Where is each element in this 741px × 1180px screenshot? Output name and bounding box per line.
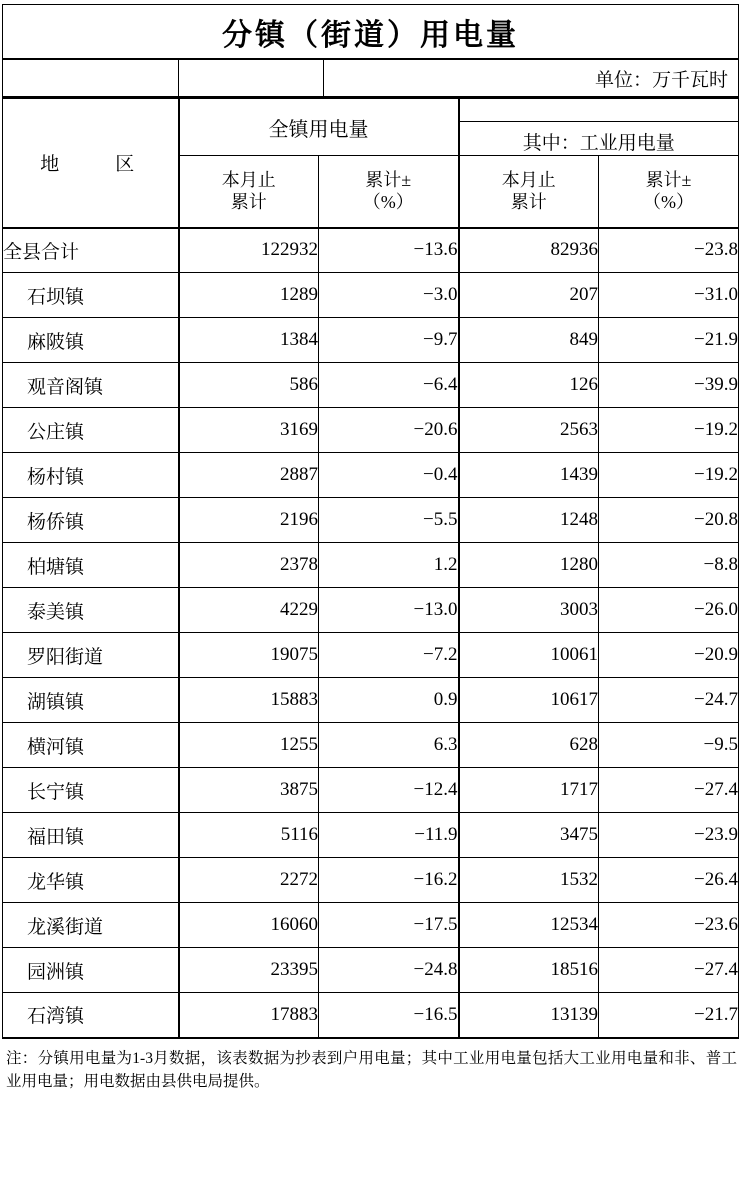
cell-total-cumulative: 3169 — [179, 408, 319, 453]
table-row — [3, 318, 739, 363]
cell-total-change: −9.7 — [319, 318, 459, 363]
table-header — [3, 99, 739, 228]
cell-industry-cumulative: 10617 — [459, 678, 599, 723]
cell-region: 柏塘镇 — [3, 543, 179, 588]
cell-industry-change: −19.2 — [599, 453, 739, 498]
cell-industry-cumulative: 12534 — [459, 903, 599, 948]
cell-industry-change: −20.8 — [599, 498, 739, 543]
cell-industry-change: −27.4 — [599, 948, 739, 993]
unit-label: 单位：万千瓦时 — [594, 69, 728, 91]
cell-industry-change: −9.5 — [599, 723, 739, 768]
table-row — [3, 588, 739, 633]
cell-region: 杨侨镇 — [3, 498, 179, 543]
column-header-total-change — [319, 156, 459, 228]
cell-region: 麻陂镇 — [3, 318, 179, 363]
table-row — [3, 543, 739, 588]
cell-region: 罗阳街道 — [3, 633, 179, 678]
cell-region: 公庄镇 — [3, 408, 179, 453]
table-row — [3, 723, 739, 768]
column-group-industry-label: 其中：工业用电量 — [460, 121, 739, 155]
cell-industry-cumulative: 10061 — [459, 633, 599, 678]
electricity-table — [2, 98, 739, 1039]
cell-industry-cumulative: 18516 — [459, 948, 599, 993]
cell-industry-change: −20.9 — [599, 633, 739, 678]
cell-industry-change: −8.8 — [599, 543, 739, 588]
total-change-line1: 累计± — [365, 169, 412, 190]
column-group-total: 全镇用电量 — [179, 99, 459, 156]
total-cumulative-line2: 累计 — [230, 192, 267, 213]
cell-total-change: −20.6 — [319, 408, 459, 453]
table-row — [3, 903, 739, 948]
cell-total-cumulative: 1255 — [179, 723, 319, 768]
cell-total-change: −17.5 — [319, 903, 459, 948]
cell-total-change: −7.2 — [319, 633, 459, 678]
cell-industry-cumulative: 2563 — [459, 408, 599, 453]
cell-industry-cumulative: 3003 — [459, 588, 599, 633]
cell-total-change: 0.9 — [319, 678, 459, 723]
industry-change-line2: （%） — [643, 192, 694, 213]
table-row — [3, 363, 739, 408]
cell-industry-cumulative: 849 — [459, 318, 599, 363]
cell-industry-cumulative: 1717 — [459, 768, 599, 813]
cell-industry-change: −27.4 — [599, 768, 739, 813]
cell-total-cumulative: 586 — [179, 363, 319, 408]
cell-total-cumulative: 23395 — [179, 948, 319, 993]
cell-industry-cumulative: 126 — [459, 363, 599, 408]
cell-total-change: −11.9 — [319, 813, 459, 858]
table-row — [3, 948, 739, 993]
table-row — [3, 768, 739, 813]
cell-total-cumulative: 1384 — [179, 318, 319, 363]
cell-industry-change: −26.4 — [599, 858, 739, 903]
table-row — [3, 858, 739, 903]
cell-total-cumulative: 2196 — [179, 498, 319, 543]
cell-industry-cumulative: 13139 — [459, 993, 599, 1038]
header-row-groups — [3, 99, 739, 156]
cell-total-change: −5.5 — [319, 498, 459, 543]
cell-industry-cumulative: 628 — [459, 723, 599, 768]
column-header-total-cumulative — [179, 156, 319, 228]
table-row — [3, 453, 739, 498]
cell-total-change: −12.4 — [319, 768, 459, 813]
unit-spacer-left — [3, 60, 179, 96]
table-row — [3, 633, 739, 678]
cell-industry-cumulative: 1532 — [459, 858, 599, 903]
column-group-industry — [459, 99, 739, 156]
total-change-line2: （%） — [362, 192, 414, 213]
cell-region: 泰美镇 — [3, 588, 179, 633]
cell-industry-cumulative: 1248 — [459, 498, 599, 543]
cell-total-change: −0.4 — [319, 453, 459, 498]
cell-industry-cumulative: 207 — [459, 273, 599, 318]
page-title: 分镇（街道）用电量 — [222, 17, 519, 53]
total-cumulative-line1: 本月止 — [221, 169, 276, 190]
cell-total-cumulative: 5116 — [179, 813, 319, 858]
table-row — [3, 228, 739, 273]
cell-region: 石湾镇 — [3, 993, 179, 1038]
cell-total-cumulative: 16060 — [179, 903, 319, 948]
table-row — [3, 498, 739, 543]
cell-total-change: −24.8 — [319, 948, 459, 993]
title-row — [2, 4, 739, 60]
cell-total-cumulative: 19075 — [179, 633, 319, 678]
cell-region: 园洲镇 — [3, 948, 179, 993]
cell-industry-change: −19.2 — [599, 408, 739, 453]
cell-region: 杨村镇 — [3, 453, 179, 498]
cell-region: 全县合计 — [3, 228, 179, 273]
cell-industry-change: −24.7 — [599, 678, 739, 723]
cell-total-change: −16.5 — [319, 993, 459, 1038]
cell-total-change: 1.2 — [319, 543, 459, 588]
cell-total-cumulative: 15883 — [179, 678, 319, 723]
cell-industry-change: −23.6 — [599, 903, 739, 948]
cell-total-cumulative: 122932 — [179, 228, 319, 273]
table-body — [3, 228, 739, 1038]
unit-spacer-mid — [179, 60, 324, 96]
cell-total-change: −13.6 — [319, 228, 459, 273]
cell-total-change: −6.4 — [319, 363, 459, 408]
cell-industry-cumulative: 3475 — [459, 813, 599, 858]
cell-total-cumulative: 2887 — [179, 453, 319, 498]
cell-total-cumulative: 2378 — [179, 543, 319, 588]
cell-total-cumulative: 3875 — [179, 768, 319, 813]
cell-region: 福田镇 — [3, 813, 179, 858]
unit-row — [2, 60, 739, 98]
cell-total-change: −16.2 — [319, 858, 459, 903]
industry-cumulative-line2: 累计 — [510, 192, 547, 213]
cell-region: 龙华镇 — [3, 858, 179, 903]
table-row — [3, 273, 739, 318]
table-row — [3, 813, 739, 858]
cell-industry-change: −23.9 — [599, 813, 739, 858]
cell-total-cumulative: 17883 — [179, 993, 319, 1038]
cell-industry-change: −21.7 — [599, 993, 739, 1038]
cell-total-cumulative: 2272 — [179, 858, 319, 903]
cell-industry-change: −39.9 — [599, 363, 739, 408]
column-header-industry-change — [599, 156, 739, 228]
industry-cumulative-line1: 本月止 — [501, 169, 556, 190]
table-row — [3, 993, 739, 1038]
table-row — [3, 678, 739, 723]
cell-total-cumulative: 4229 — [179, 588, 319, 633]
cell-total-change: −3.0 — [319, 273, 459, 318]
cell-total-change: 6.3 — [319, 723, 459, 768]
cell-region: 长宁镇 — [3, 768, 179, 813]
cell-industry-cumulative: 1280 — [459, 543, 599, 588]
cell-region: 龙溪街道 — [3, 903, 179, 948]
cell-region: 湖镇镇 — [3, 678, 179, 723]
table-row — [3, 408, 739, 453]
cell-industry-change: −21.9 — [599, 318, 739, 363]
cell-industry-change: −23.8 — [599, 228, 739, 273]
industry-change-line1: 累计± — [645, 169, 692, 190]
cell-total-cumulative: 1289 — [179, 273, 319, 318]
table-note: 注：分镇用电量为1-3月数据，该表数据为抄表到户用电量；其中工业用电量包括大工业用电量和非、普工业用电量；用电数据由县供电局提供。 — [6, 1049, 737, 1090]
cell-industry-cumulative: 82936 — [459, 228, 599, 273]
cell-total-change: −13.0 — [319, 588, 459, 633]
column-header-region: 地 区 — [3, 99, 179, 228]
column-header-industry-cumulative — [459, 156, 599, 228]
cell-region: 横河镇 — [3, 723, 179, 768]
worksheet — [0, 4, 741, 1180]
cell-industry-cumulative: 1439 — [459, 453, 599, 498]
cell-industry-change: −31.0 — [599, 273, 739, 318]
cell-region: 石坝镇 — [3, 273, 179, 318]
cell-industry-change: −26.0 — [599, 588, 739, 633]
cell-region: 观音阁镇 — [3, 363, 179, 408]
